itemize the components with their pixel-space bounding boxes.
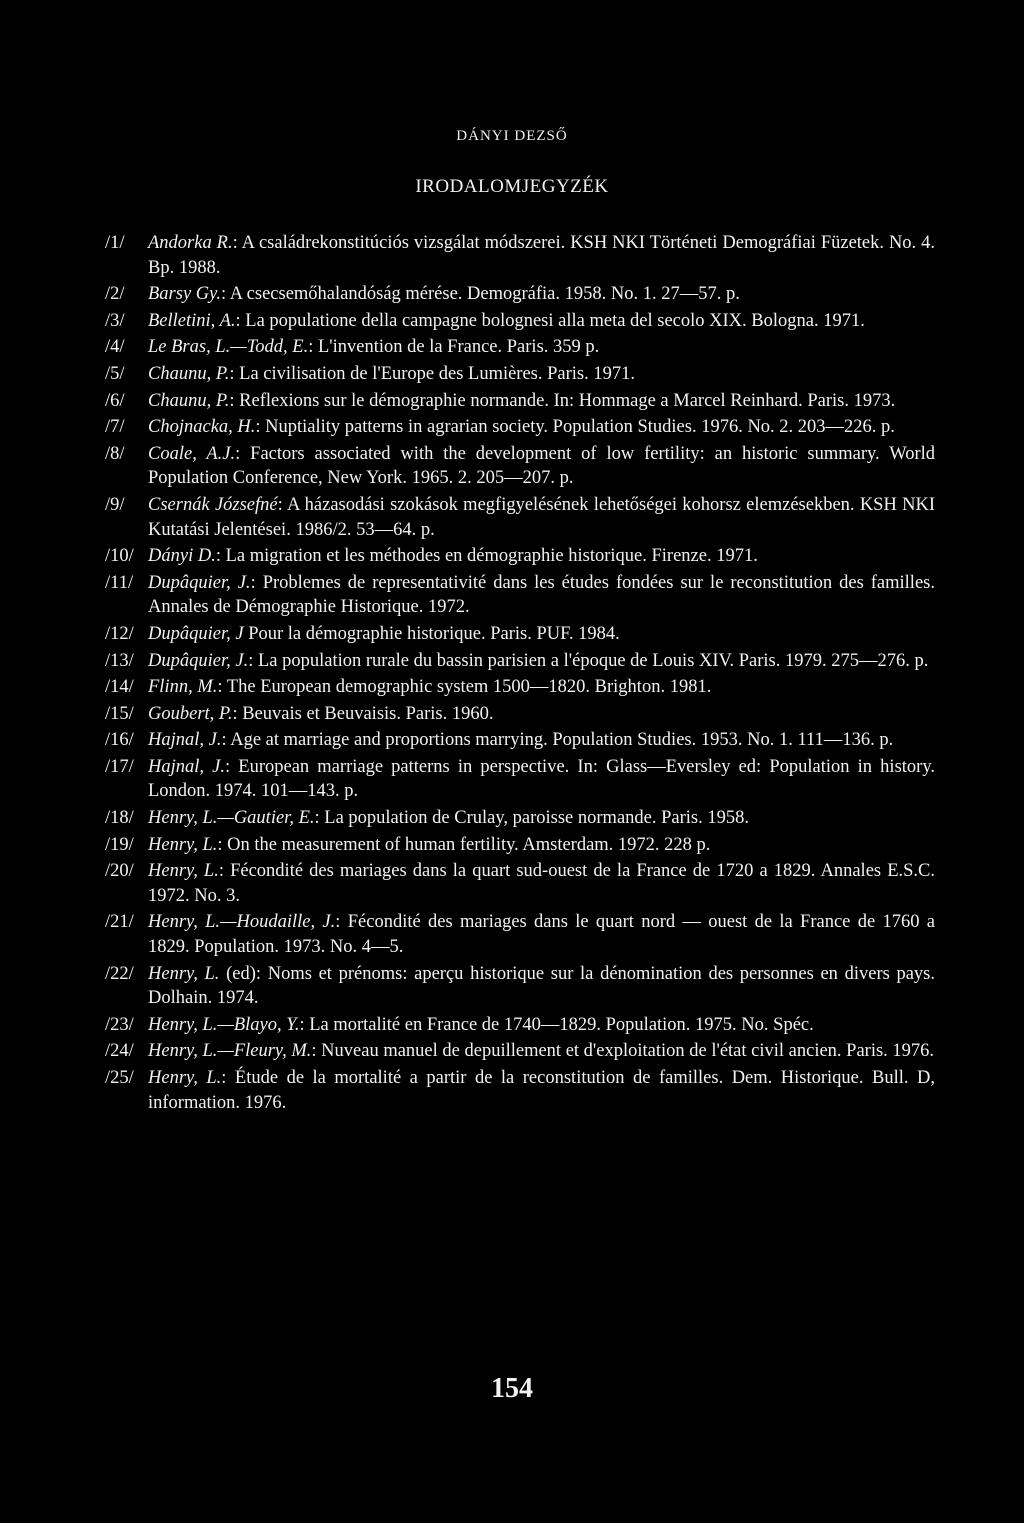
reference-details: Pour la démographie historique. Paris. PUF. 1984. [243, 623, 620, 644]
reference-author: Le Bras, L.—Todd, E. [148, 337, 309, 358]
reference-author: Henry, L. [148, 963, 220, 984]
section-title: IRODALOMJEGYZÉK [415, 176, 609, 197]
reference-number: /6/ [105, 390, 125, 411]
reference-author: Coale, A.J. [148, 443, 236, 464]
reference-details: : On the measurement of human fertility. Amsterdam. 1972. 228 p. [217, 834, 711, 855]
reference-text [148, 806, 935, 831]
reference-number: /23/ [105, 1014, 134, 1035]
reference-details: : Fécondité des mariages dans le quart nord — ouest de la France de 1760 a 1829. Population. 1973. No. 4—5. [148, 912, 935, 958]
reference-author: Dupâquier, J [148, 623, 244, 644]
reference-text [148, 415, 935, 440]
reference-text [148, 544, 935, 569]
reference-details: (ed): Noms et prénoms: aperçu historique sur la dénomination des personnes en divers pays. Dolhain. 1974. [148, 963, 936, 1009]
reference-number: /20/ [105, 861, 134, 882]
reference-text [148, 675, 935, 700]
reference-number: /1/ [105, 233, 125, 253]
reference-item [105, 859, 935, 908]
reference-number: /8/ [105, 443, 125, 464]
reference-author: Andorka R. [148, 233, 233, 253]
reference-item [105, 675, 935, 700]
reference-text [148, 309, 935, 334]
reference-text [148, 442, 935, 491]
reference-details: : A házasodási szokások megfigyelésének lehetőségei kohorsz elemzésekben. KSH NKI Kutatási Jelentései. 1986/2. 53—64. p. [148, 494, 935, 540]
reference-text [148, 282, 935, 307]
reference-author: Dányi D. [148, 546, 216, 567]
reference-list [105, 231, 935, 1117]
reference-number: /3/ [105, 310, 125, 331]
reference-item [105, 755, 935, 804]
reference-details: : La civilisation de l'Europe des Lumières. Paris. 1971. [229, 363, 636, 384]
reference-number: /13/ [105, 650, 134, 671]
reference-author: Hajnal, J. [148, 730, 222, 751]
reference-number: /15/ [105, 703, 134, 724]
reference-text [148, 571, 935, 620]
reference-details: : Age at marriage and proportions marrying. Population Studies. 1953. No. 1. 111—136. p. [221, 730, 894, 751]
reference-text [148, 833, 935, 858]
reference-author: Henry, L. [148, 834, 218, 855]
reference-item [105, 1066, 935, 1115]
reference-text [148, 362, 935, 387]
reference-item [105, 415, 935, 440]
reference-item [105, 962, 935, 1011]
reference-details: : Problemes de representativité dans les études fondées sur le reconstitution des familles. Annales de Démographie Historique. 1972. [148, 572, 935, 618]
reference-item [105, 649, 935, 674]
reference-text [148, 1039, 935, 1064]
reference-author: Chaunu, P. [148, 363, 230, 384]
reference-author: Henry, L.—Gautier, E. [148, 808, 315, 829]
reference-item [105, 282, 935, 307]
reference-author: Chaunu, P. [148, 390, 230, 411]
reference-number: /22/ [105, 963, 134, 984]
reference-text [148, 1066, 935, 1115]
reference-item [105, 442, 935, 491]
reference-text [148, 231, 935, 280]
reference-item [105, 493, 935, 542]
reference-number: /10/ [105, 546, 134, 567]
reference-details: : La population de Crulay, paroisse normande. Paris. 1958. [314, 808, 749, 829]
reference-number: /19/ [105, 834, 134, 855]
reference-author: Barsy Gy. [148, 284, 221, 305]
reference-text [148, 962, 935, 1011]
reference-number: /7/ [105, 417, 125, 438]
reference-details: : Beuvais et Beuvaisis. Paris. 1960. [232, 703, 494, 724]
reference-author: Belletini, A. [148, 310, 236, 331]
reference-author: Dupâquier, J. [148, 650, 249, 671]
running-head: DÁNYI DEZSŐ [456, 128, 568, 144]
reference-item [105, 1013, 935, 1038]
reference-item [105, 362, 935, 387]
reference-author: Hajnal, J. [148, 756, 225, 777]
reference-details: : Reflexions sur le démographie normande. In: Hommage a Marcel Reinhard. Paris. 1973. [229, 390, 896, 411]
reference-text [148, 910, 935, 959]
reference-text [148, 335, 935, 360]
reference-number: /18/ [105, 808, 134, 829]
reference-details: : The European demographic system 1500—1820. Brighton. 1981. [217, 677, 712, 698]
reference-text [148, 859, 935, 908]
reference-details: : Nuveau manuel de depuillement et d'exploitation de l'état civil ancien. Paris. 1976. [311, 1041, 935, 1062]
reference-author: Henry, L. [148, 1068, 222, 1088]
reference-author: Goubert, P. [148, 703, 233, 724]
reference-details: : La population rurale du bassin parisien a l'époque de Louis XIV. Paris. 1979. 275—276. p. [248, 650, 929, 671]
reference-author: Flinn, M. [148, 677, 218, 698]
reference-details: : A családrekonstitúciós vizsgálat módszerei. KSH NKI Történeti Demográfiai Füzetek. No. 4. Bp. 1988. [148, 233, 936, 278]
reference-details: : La migration et les méthodes en démographie historique. Firenze. 1971. [215, 546, 758, 567]
reference-author: Dupâquier, J. [148, 572, 251, 593]
reference-item [105, 231, 935, 280]
reference-item [105, 571, 935, 620]
reference-number: /16/ [105, 730, 134, 751]
reference-details: : L'invention de la France. Paris. 359 p. [308, 337, 600, 358]
reference-number: /9/ [105, 494, 125, 515]
reference-item [105, 910, 935, 959]
reference-item [105, 1039, 935, 1064]
reference-number: /11/ [105, 572, 134, 593]
reference-item [105, 309, 935, 334]
reference-item [105, 806, 935, 831]
reference-number: /14/ [105, 677, 134, 698]
reference-text [148, 389, 935, 414]
reference-author: Henry, L.—Houdaille, J. [148, 912, 336, 933]
reference-author: Henry, L.—Blayo, Y. [148, 1014, 300, 1035]
reference-details: : La populatione della campagne bolognesi alla meta del secolo XIX. Bologna. 1971. [235, 310, 865, 331]
reference-text [148, 1013, 935, 1038]
reference-item [105, 728, 935, 753]
reference-author: Chojnacka, H. [148, 417, 256, 438]
reference-number: /25/ [105, 1068, 134, 1088]
reference-number: /4/ [105, 337, 125, 358]
reference-details: : Nuptiality patterns in agrarian society. Population Studies. 1976. No. 2. 203—226. p. [255, 417, 895, 438]
reference-author: Henry, L.—Fleury, M. [148, 1041, 312, 1062]
reference-item [105, 544, 935, 569]
reference-number: /24/ [105, 1041, 134, 1062]
reference-item [105, 622, 935, 647]
reference-text [148, 728, 935, 753]
reference-details: : Factors associated with the development of low fertility: an historic summary. World Population Conference, New York. 1965. 2. 205—207. p. [148, 443, 935, 489]
reference-number: /12/ [105, 623, 134, 644]
reference-item [105, 335, 935, 360]
reference-details: : La mortalité en France de 1740—1829. Population. 1975. No. Spéc. [299, 1014, 814, 1035]
reference-text [148, 622, 935, 647]
reference-details: : European marriage patterns in perspective. In: Glass—Eversley ed: Population in history. London. 1974. 101—143. p. [148, 756, 935, 802]
reference-text [148, 649, 935, 674]
reference-number: /17/ [105, 756, 134, 777]
reference-author: Henry, L. [148, 861, 219, 882]
reference-item [105, 833, 935, 858]
reference-item [105, 702, 935, 727]
reference-details: : Fécondité des mariages dans la quart sud-ouest de la France de 1720 a 1829. Annales E.S.C. 1972. No. 3. [148, 861, 936, 906]
reference-text [148, 702, 935, 727]
reference-details: : Étude de la mortalité a partir de la reconstitution de familles. Dem. Historique. Bull. D, information. 1976. [148, 1068, 935, 1113]
reference-author: Csernák Józsefné [148, 494, 278, 515]
reference-number: /5/ [105, 363, 125, 384]
reference-item [105, 389, 935, 414]
reference-details: : A csecsemőhalandóság mérése. Demográfia. 1958. No. 1. 27—57. p. [220, 284, 740, 305]
page-number: 154 [491, 1373, 533, 1404]
reference-text [148, 493, 935, 542]
reference-number: /21/ [105, 912, 134, 933]
reference-text [148, 755, 935, 804]
reference-number: /2/ [105, 284, 125, 305]
